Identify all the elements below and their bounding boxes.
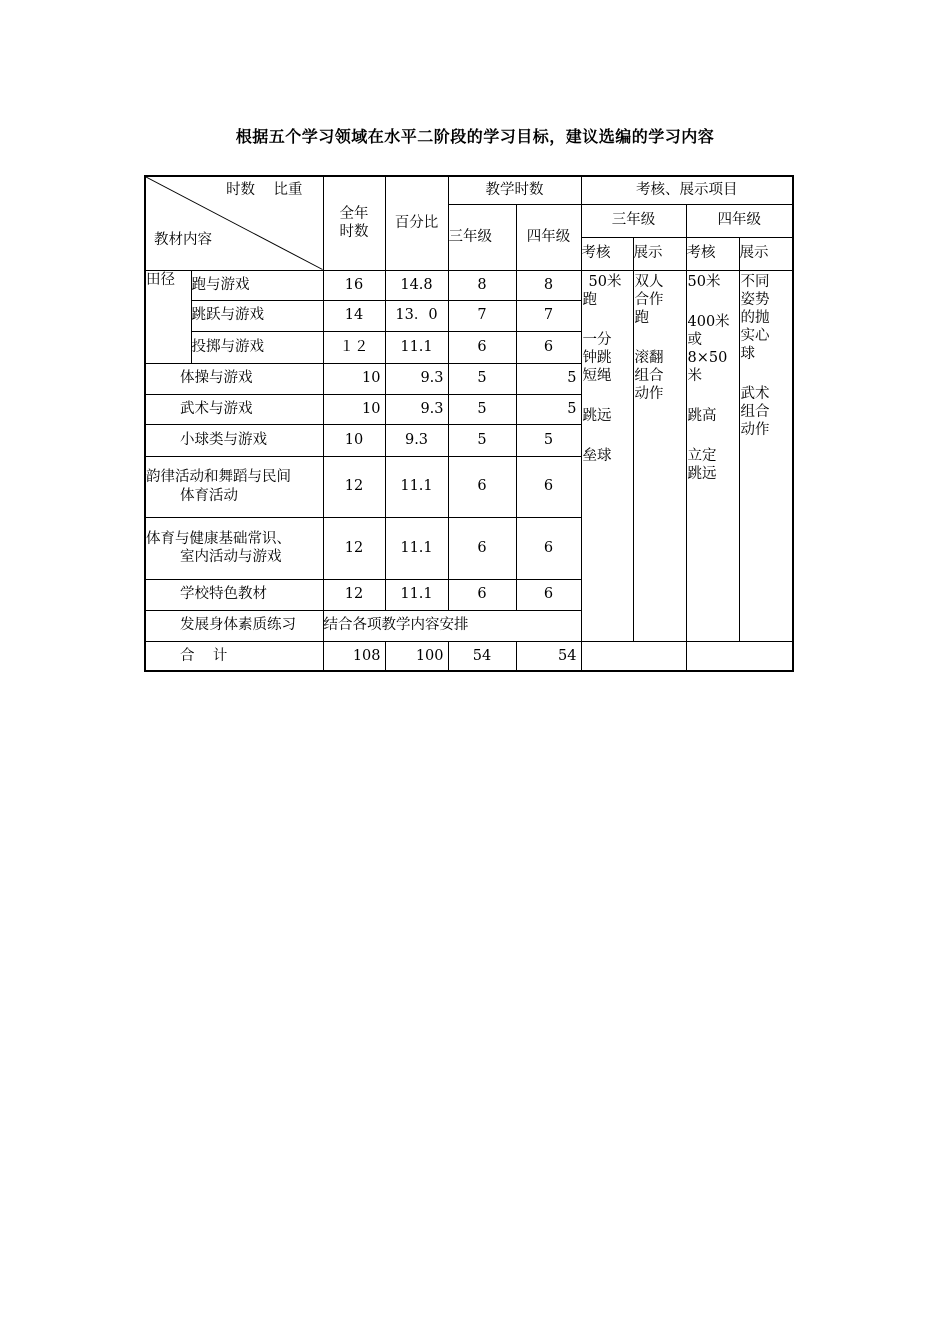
diag-top-label: 时数 比重: [226, 182, 303, 198]
row-g3: 6: [448, 456, 516, 517]
content-table: [144, 175, 794, 672]
total-label: 合 计: [145, 641, 323, 671]
row-name-line2: 体育活动: [180, 487, 238, 504]
g3-exam-item: 钟跳: [582, 349, 612, 366]
g4-show-items: [739, 270, 793, 641]
row-name-line1: 韵律活动和舞蹈与民间: [146, 469, 291, 486]
g3-show-items: [633, 270, 686, 641]
g4-exam-item: 跳远: [687, 466, 717, 483]
row-hours: 10: [323, 363, 385, 394]
total-hours: 108: [323, 641, 385, 671]
row-g4: 6: [516, 331, 581, 363]
g4-exam-item: 米: [687, 368, 702, 384]
assessment-header: 考核、展示项目: [581, 176, 793, 204]
teaching-hours-header: 教学时数: [448, 176, 581, 204]
g4-show-item: 动作: [740, 422, 770, 439]
total-g4: 54: [516, 641, 581, 671]
annual-hours-header: [323, 176, 385, 270]
annual-hours-line2: 时数: [339, 224, 369, 241]
grade3-hours-header: 三年级: [448, 204, 516, 270]
row-g4: 6: [516, 517, 581, 579]
row-name: 发展身体素质练习: [145, 610, 323, 641]
row-g4: 5: [516, 424, 581, 456]
g3-show-header: 展示: [633, 237, 686, 270]
total-empty-g3: [581, 641, 686, 671]
total-empty-g4: [686, 641, 793, 671]
g3-exam-item: 短绳: [582, 368, 612, 384]
row-g3: 5: [448, 363, 516, 394]
row-note: 结合各项教学内容安排: [323, 610, 581, 641]
row-hours: 12: [323, 517, 385, 579]
g3-exam-header: 考核: [581, 237, 633, 270]
row-pct: 11.1: [385, 517, 448, 579]
row-hours: 10: [323, 394, 385, 424]
g4-show-item: 不同: [740, 273, 770, 290]
diagonal-header-cell: [145, 176, 323, 270]
g4-show-item: 实心: [740, 327, 770, 344]
row-name: 学校特色教材: [145, 579, 323, 610]
row-g4: 8: [516, 270, 581, 300]
g3-exam-items: [581, 270, 633, 641]
row-hours: 14: [323, 300, 385, 331]
row-hours: １２: [323, 331, 385, 363]
row-pct: 9.3: [385, 424, 448, 456]
row-name: 武术与游戏: [145, 394, 323, 424]
row-name: 跑与游戏: [191, 270, 323, 300]
row-name: 投掷与游戏: [191, 331, 323, 363]
assess-grade4-header: 四年级: [686, 204, 793, 237]
g4-exam-items: [686, 270, 739, 641]
row-name: 跳跃与游戏: [191, 300, 323, 331]
g4-exam-item: 50米: [687, 273, 721, 290]
g4-show-item: 的抛: [740, 309, 770, 326]
table-row: [145, 270, 793, 300]
g3-show-item: 组合: [634, 368, 664, 384]
row-pct: 9.3: [385, 363, 448, 394]
row-name: [145, 517, 323, 579]
row-pct: 11.1: [385, 579, 448, 610]
g4-show-item: 球: [740, 346, 755, 362]
row-g3: 8: [448, 270, 516, 300]
row-pct: 13．0: [385, 300, 448, 331]
g4-exam-item: 立定: [687, 448, 717, 465]
diag-bottom-label: 教材内容: [154, 232, 212, 249]
row-hours: 10: [323, 424, 385, 456]
g4-show-item: 武术: [740, 386, 770, 403]
g4-exam-item: 400米: [687, 313, 730, 330]
row-g3: 6: [448, 517, 516, 579]
g3-exam-item: 跑: [582, 291, 597, 308]
row-pct: 11.1: [385, 456, 448, 517]
row-g4: 7: [516, 300, 581, 331]
assess-grade3-header: 三年级: [581, 204, 686, 237]
grade4-hours-header: 四年级: [516, 204, 581, 270]
g3-show-item: 滚翻: [634, 349, 664, 366]
g3-exam-item: 一分: [582, 331, 612, 348]
row-name: [145, 456, 323, 517]
row-g4: 5: [516, 363, 581, 394]
g3-exam-item: 跳远: [582, 408, 612, 425]
g4-show-item: 组合: [740, 404, 770, 421]
row-name-line1: 体育与健康基础常识、: [146, 530, 291, 547]
percent-header: 百分比: [385, 176, 448, 270]
g3-exam-item: 垒球: [582, 448, 612, 465]
g3-show-item: 动作: [634, 386, 664, 403]
row-name: 体操与游戏: [145, 363, 323, 394]
row-g4: 6: [516, 456, 581, 517]
row-g4: 5: [516, 394, 581, 424]
g3-show-item: 合作: [634, 291, 664, 308]
g4-show-item: 姿势: [740, 291, 770, 308]
g3-show-item: 跑: [634, 309, 649, 326]
row-hours: 16: [323, 270, 385, 300]
group-label-track: 田径: [145, 270, 191, 363]
row-g4: 6: [516, 579, 581, 610]
row-pct: 11.1: [385, 331, 448, 363]
row-hours: 12: [323, 456, 385, 517]
row-name: 小球类与游戏: [145, 424, 323, 456]
row-g3: 5: [448, 424, 516, 456]
row-g3: 6: [448, 579, 516, 610]
row-name-line2: 室内活动与游戏: [180, 549, 282, 565]
annual-hours-line1: 全年: [339, 206, 369, 223]
row-pct: 9.3: [385, 394, 448, 424]
g4-exam-item: 跳高: [687, 408, 717, 425]
row-pct: 14.8: [385, 270, 448, 300]
g4-exam-header: 考核: [686, 237, 739, 270]
g3-show-item: 双人: [634, 273, 664, 290]
page-title: 根据五个学习领域在水平二阶段的学习目标，建议选编的学习内容: [235, 127, 715, 146]
row-g3: 6: [448, 331, 516, 363]
g4-exam-item: 或: [687, 331, 702, 348]
row-g3: 7: [448, 300, 516, 331]
total-g3: 54: [448, 641, 516, 671]
total-pct: 100: [385, 641, 448, 671]
row-g3: 5: [448, 394, 516, 424]
row-hours: 12: [323, 579, 385, 610]
total-row: [145, 641, 793, 671]
g4-show-header: 展示: [739, 237, 793, 270]
g4-exam-item: 8×50: [687, 349, 728, 366]
g3-exam-item: 50米: [588, 273, 622, 290]
